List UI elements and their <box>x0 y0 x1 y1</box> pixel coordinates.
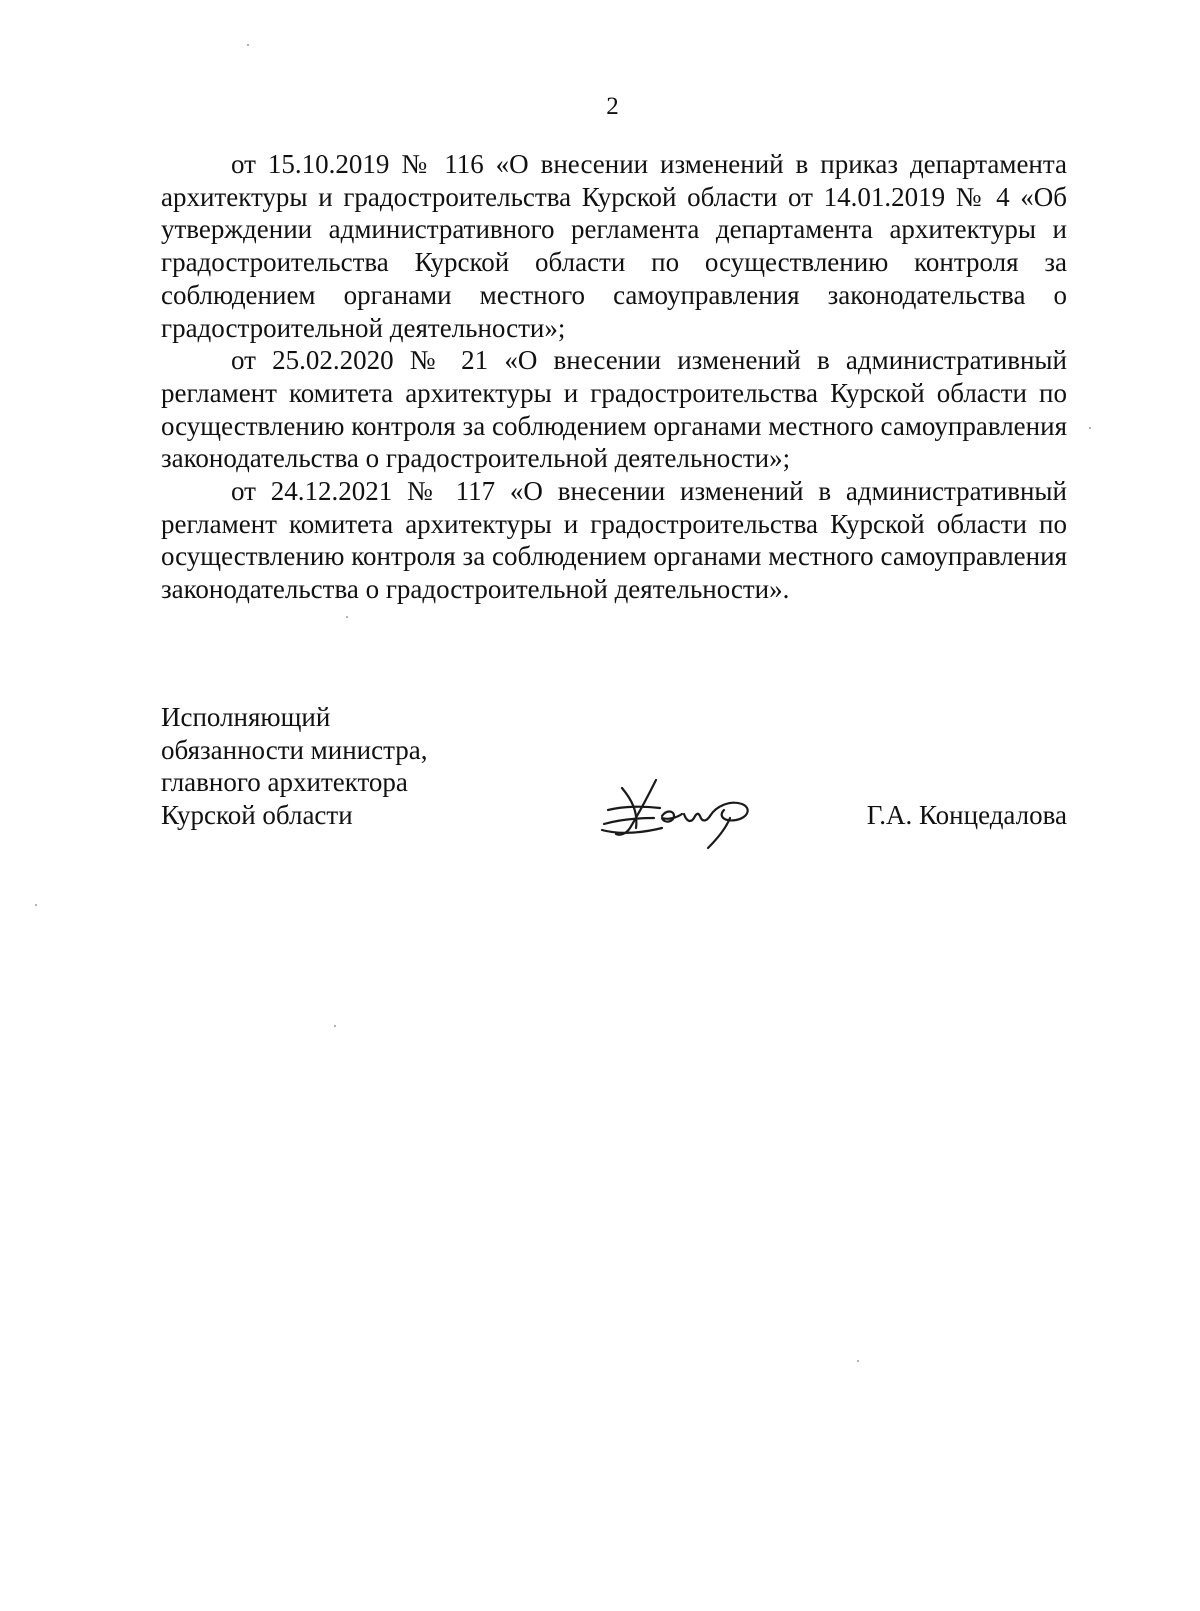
position-line: Исполняющий <box>161 702 331 732</box>
paragraph-order-2021: от 24.12.2021 № 117 «О внесении изменений в административный регламент комитета архитектуры и градостроительства Курской области по осуществлению контроля за соблюдением органами местного самоуправления законодательства о градостроительной деятельности». <box>161 476 1067 605</box>
page-number: 2 <box>606 93 619 120</box>
position-line: главного архитектора <box>161 767 408 797</box>
scan-speck <box>346 616 348 618</box>
signatory-position <box>161 701 427 831</box>
scan-speck <box>247 44 249 46</box>
document-body <box>161 148 1067 606</box>
paragraph-order-2020: от 25.02.2020 № 21 «О внесении изменений в административный регламент комитета архитектуры и градостроительства Курской области по осуществлению контроля за соблюдением органами местного самоуправления законодательства о градостроительной деятельности»; <box>161 345 1067 474</box>
signer-name: Г.А. Концедалова <box>866 800 1067 830</box>
scan-speck <box>334 1025 336 1027</box>
scan-speck <box>35 904 37 906</box>
handwritten-signature <box>598 772 758 852</box>
paragraph-order-2019: от 15.10.2019 № 116 «О внесении изменений в приказ департамента архитектуры и градостроительства Курской области от 14.01.2019 № 4 «Об утверждении административного регламента департамента архитектуры и градостроительства Курской области по осуществлению контроля за соблюдением органами местного самоуправления законодательства о градостроительной деятельности»; <box>161 149 1067 343</box>
scan-speck <box>1089 427 1091 429</box>
scan-speck <box>857 1360 859 1362</box>
position-line: Курской области <box>161 799 353 830</box>
position-line: обязанности министра, <box>161 734 428 765</box>
